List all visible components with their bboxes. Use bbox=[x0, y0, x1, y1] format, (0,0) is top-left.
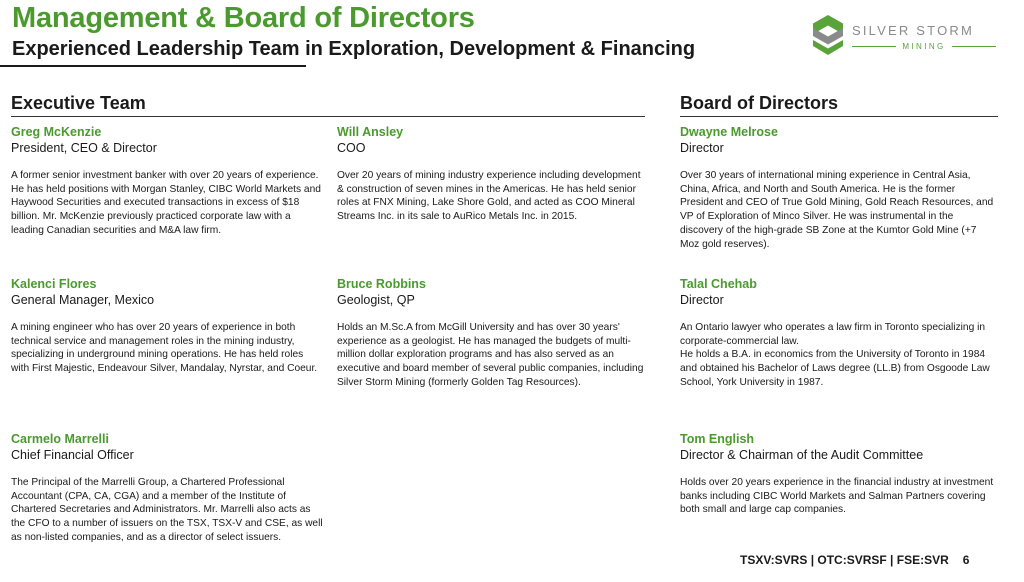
person-role: Chief Financial Officer bbox=[11, 448, 134, 462]
page-title: Management & Board of Directors bbox=[12, 2, 475, 34]
person-bio: A mining engineer who has over 20 years of experience in both technical service and management roles in the mining industry, specializing in underground mining operations. He has held roles with First Majestic, Endeavour Silver, Mandalay, Nyrstar, and Coeur. bbox=[11, 322, 318, 375]
person-role: President, CEO & Director bbox=[11, 141, 157, 155]
subtitle-underline bbox=[0, 65, 306, 67]
page-number: 6 bbox=[962, 553, 970, 567]
executive-card bbox=[11, 277, 323, 376]
director-card bbox=[680, 432, 998, 517]
person-name: Tom English bbox=[680, 432, 755, 446]
company-logo bbox=[812, 14, 1012, 56]
person-name: Talal Chehab bbox=[680, 277, 757, 291]
person-bio: Over 30 years of international mining experience in Central Asia, China, Africa, and North and South America. He is the former President and CEO of True Gold Mining, Gold Reach Resources, and VP of Exploration of Minco Silver. He was instrumental in the discovery of the high-grade SB Zone at the Kumtor Gold Mine (+7 Moz gold reserves). bbox=[680, 170, 994, 250]
person-name: Carmelo Marrelli bbox=[11, 432, 109, 446]
executive-team-heading: Executive Team bbox=[11, 93, 645, 117]
logo-subtext: MINING bbox=[902, 41, 946, 51]
logo-wordmark: SILVER STORM bbox=[852, 23, 974, 38]
person-role: Director & Chairman of the Audit Committee bbox=[680, 448, 924, 462]
executive-card bbox=[11, 125, 323, 238]
person-role: Geologist, QP bbox=[337, 293, 415, 307]
logo-subline bbox=[852, 41, 996, 51]
person-bio: Holds over 20 years experience in the financial industry at investment banks including CIBC World Markets and Salman Partners covering both small and large cap companies. bbox=[680, 477, 994, 516]
director-card bbox=[680, 125, 998, 251]
silver-storm-logo-icon bbox=[812, 14, 844, 56]
person-bio: The Principal of the Marrelli Group, a Chartered Professional Accountant (CPA, CA, CGA) and a member of the Institute of Chartered Secretaries and Administrators. Mr. Marrelli also acts as the CFO to a number of issuers on the TSX, TSX-V and CSE, as well as non-listed companies, and as a director of select issuers. bbox=[11, 477, 323, 543]
board-of-directors-heading: Board of Directors bbox=[680, 93, 998, 117]
person-bio: Over 20 years of mining industry experience including development & construction of seven mines in the Americas. He has held senior roles at FNX Mining, Lake Shore Gold, and acted as COO Mineral Streams Inc. in its sale to AuRico Metals Inc. in 2015. bbox=[337, 170, 641, 223]
person-role: COO bbox=[337, 141, 366, 155]
person-bio: A former senior investment banker with over 20 years of experience. He has held positions with Morgan Stanley, CIBC World Markets and Haywood Securities and executed transactions in excess of $18 billion. Mr. McKenzie previously practiced corporate law with a leading Canadian securities and M&A law firm. bbox=[11, 170, 321, 236]
ticker-symbols: TSXV:SVRS | OTC:SVRSF | FSE:SVR bbox=[740, 553, 949, 567]
executive-card bbox=[337, 125, 649, 224]
person-role: General Manager, Mexico bbox=[11, 293, 155, 307]
logo-rule-left bbox=[852, 46, 896, 47]
person-name: Greg McKenzie bbox=[11, 125, 102, 139]
person-name: Will Ansley bbox=[337, 125, 404, 139]
person-name: Dwayne Melrose bbox=[680, 125, 778, 139]
page-subtitle: Experienced Leadership Team in Exploration, Development & Financing bbox=[12, 38, 696, 60]
executive-card bbox=[11, 432, 323, 545]
logo-rule-right bbox=[952, 46, 996, 47]
person-role: Director bbox=[680, 293, 724, 307]
person-name: Bruce Robbins bbox=[337, 277, 426, 291]
footer bbox=[740, 553, 969, 567]
person-bio: An Ontario lawyer who operates a law firm in Toronto specializing in corporate-commercial law. He holds a B.A. in economics from the University of Toronto in 1984 and obtained his Bachelor of Laws degree (LL.B) from Osgoode Law School, York University in 1987. bbox=[680, 322, 990, 388]
executive-card bbox=[337, 277, 649, 390]
person-bio: Holds an M.Sc.A from McGill University and has over 30 years' experience as a geologist. He has managed the budgets of multi-million dollar exploration programs and has also served as an executive and board member of several public companies, including Silver Storm Mining (formerly Golden Tag Resources). bbox=[337, 322, 644, 388]
person-name: Kalenci Flores bbox=[11, 277, 97, 291]
person-role: Director bbox=[680, 141, 724, 155]
director-card bbox=[680, 277, 998, 390]
